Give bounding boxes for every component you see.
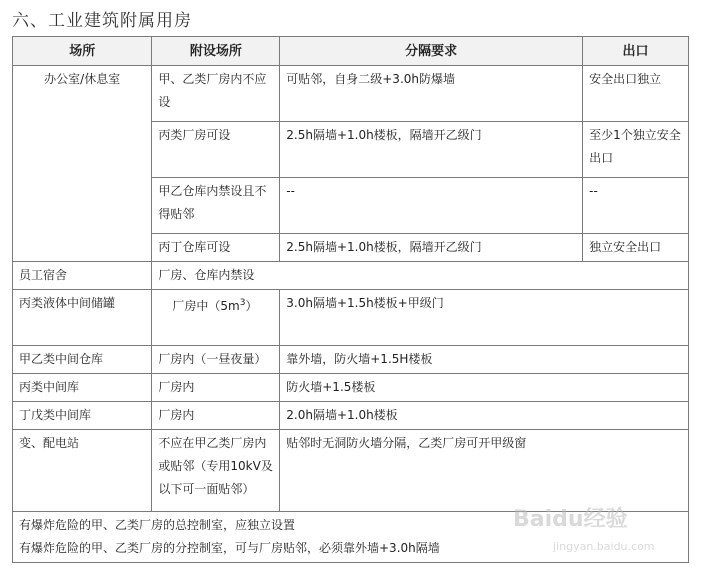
fire-separation-table (12, 36, 689, 563)
de-store-place: 厂房内 (152, 402, 280, 430)
office-exit-4: 独立安全出口 (583, 234, 689, 262)
c-store-place: 厂房内 (152, 374, 280, 402)
office-exit-1: 安全出口独立 (583, 66, 689, 122)
table-row (13, 374, 689, 402)
table-row (13, 290, 689, 346)
table-row (13, 402, 689, 430)
page-title: 六、工业建筑附属用房 (12, 11, 192, 31)
substation-cell: 变、配电站 (13, 430, 152, 512)
office-place-3: 甲乙仓库内禁设且不得贴邻 (152, 178, 280, 234)
liquid-req: 3.0h隔墙+1.5h楼板+甲级门 (280, 290, 689, 346)
note-line-1: 有爆炸危险的甲、乙类厂房的总控制室，应独立设置 (19, 518, 296, 532)
dorm-place: 厂房、仓库内禁设 (152, 262, 689, 290)
office-cell: 办公室/休息室 (13, 66, 152, 262)
liquid-place-prefix: 厂房中（5m (172, 299, 240, 313)
liquid-place (152, 290, 280, 346)
note-line-2: 有爆炸危险的甲、乙类厂房的分控制室，可与厂房贴邻，必须靠外墙+3.0h隔墙 (19, 541, 440, 555)
office-req-4: 2.5h隔墙+1.0h楼板，隔墙开乙级门 (280, 234, 583, 262)
c-store-cell: 丙类中间库 (13, 374, 152, 402)
dorm-cell: 员工宿舍 (13, 262, 152, 290)
ab-store-place: 厂房内（一昼夜量） (152, 346, 280, 374)
office-exit-2: 至少1个独立安全出口 (583, 122, 689, 178)
office-place-1: 甲、乙类厂房内不应设 (152, 66, 280, 122)
substation-place: 不应在甲乙类厂房内或贴邻（专用10kV及以下可一面贴邻） (152, 430, 280, 512)
office-req-3: -- (280, 178, 583, 234)
watermark-url: jingyan.baidu.com (553, 540, 655, 553)
office-place-4: 丙丁仓库可设 (152, 234, 280, 262)
header-venue: 场所 (13, 37, 152, 66)
header-separation: 分隔要求 (280, 37, 583, 66)
liquid-place-suffix: ） (245, 299, 258, 313)
watermark (513, 502, 693, 564)
header-exit: 出口 (583, 37, 689, 66)
c-store-req: 防火墙+1.5楼板 (280, 374, 689, 402)
de-store-req: 2.0h隔墙+1.0h楼板 (280, 402, 689, 430)
watermark-logo: Baidu经验 (513, 507, 628, 532)
table-row (13, 346, 689, 374)
liquid-place-sup: 3 (239, 298, 246, 308)
table-row (13, 66, 689, 122)
office-exit-3: -- (583, 178, 689, 234)
table-header-row (13, 37, 689, 66)
table-row (13, 262, 689, 290)
office-place-2: 丙类厂房可设 (152, 122, 280, 178)
ab-store-cell: 甲乙类中间仓库 (13, 346, 152, 374)
de-store-cell: 丁戊类中间库 (13, 402, 152, 430)
ab-store-req: 靠外墙，防火墙+1.5H楼板 (280, 346, 689, 374)
liquid-cell: 丙类液体中间储罐 (13, 290, 152, 346)
office-req-2: 2.5h隔墙+1.0h楼板，隔墙开乙级门 (280, 122, 583, 178)
header-attached-place: 附设场所 (152, 37, 280, 66)
office-req-1: 可贴邻，自身二级+3.0h防爆墙 (280, 66, 583, 122)
table-row (13, 430, 689, 512)
substation-req: 贴邻时无洞防火墙分隔，乙类厂房可开甲级窗 (280, 430, 689, 512)
